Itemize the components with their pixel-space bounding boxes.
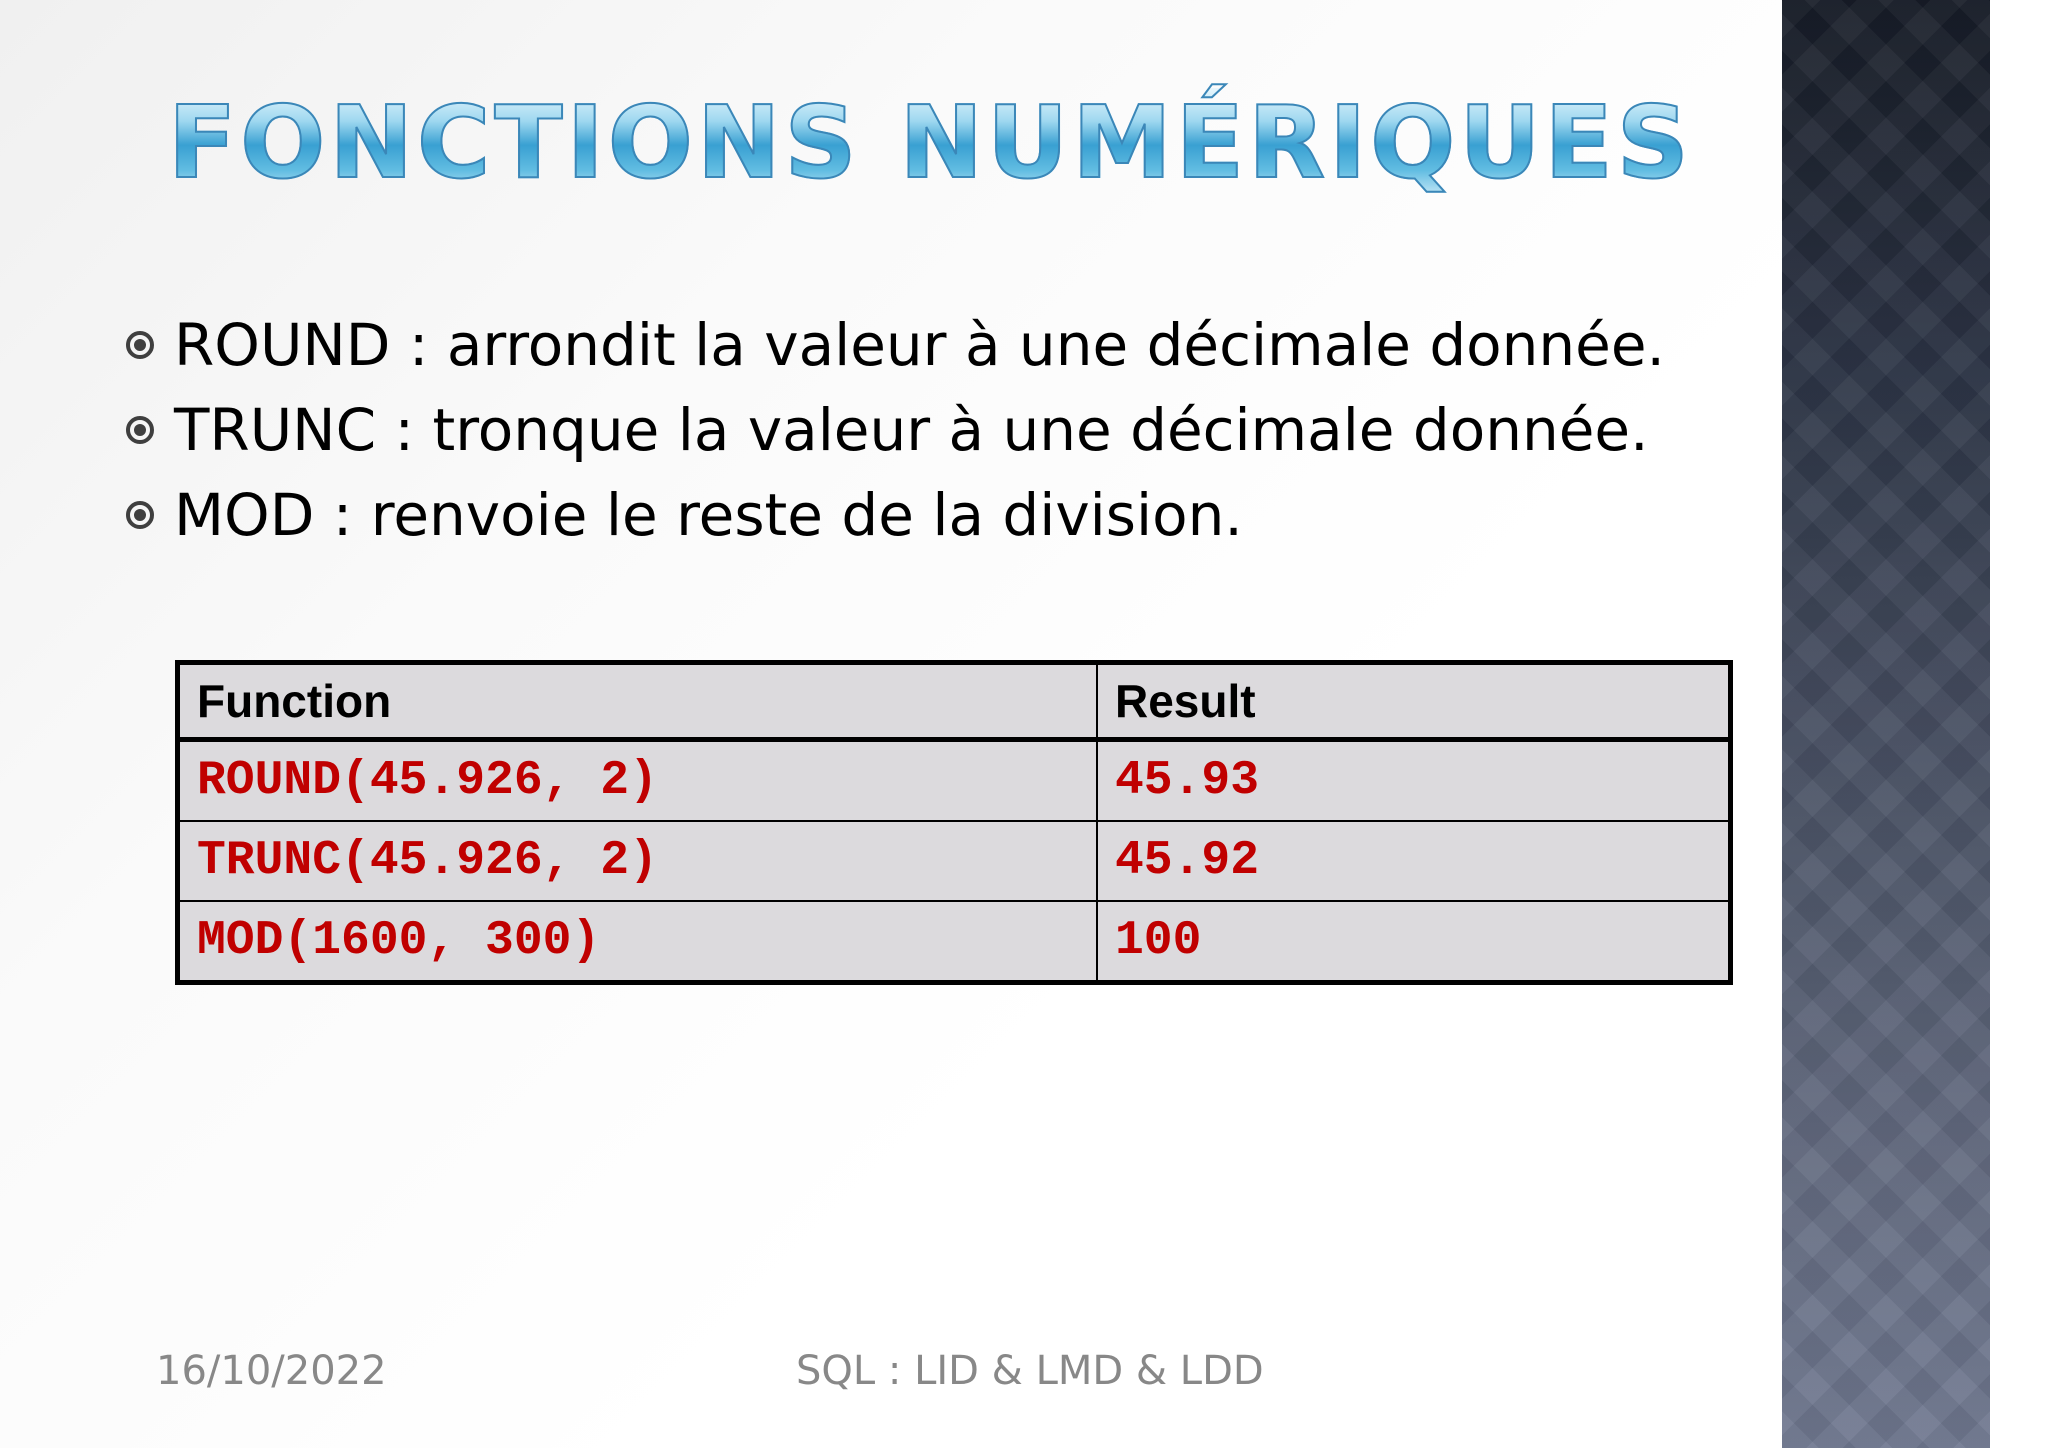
footer-date: 16/10/2022 xyxy=(156,1348,387,1394)
bullet-text: ROUND : arrondit la valeur à une décimale donnée. xyxy=(174,310,1665,379)
function-cell: TRUNC(45.926, 2) xyxy=(178,821,1098,901)
side-margin-strip xyxy=(1990,0,2048,1448)
decorative-side-panel xyxy=(1782,0,1990,1448)
bullet-text: MOD : renvoie le reste de la division. xyxy=(174,480,1243,549)
radio-bullet-icon xyxy=(126,501,154,529)
result-cell: 45.92 xyxy=(1097,821,1731,901)
bullet-text: TRUNC : tronque la valeur à une décimale donnée. xyxy=(174,395,1649,464)
header-function: Function xyxy=(178,663,1098,740)
result-cell: 100 xyxy=(1097,901,1731,983)
function-cell: ROUND(45.926, 2) xyxy=(178,740,1098,822)
bullet-item-mod xyxy=(126,472,1665,557)
radio-bullet-icon xyxy=(126,331,154,359)
result-cell: 45.93 xyxy=(1097,740,1731,822)
functions-table xyxy=(175,660,1733,985)
table-row xyxy=(178,821,1731,901)
footer-title: SQL : LID & LMD & LDD xyxy=(796,1348,1264,1394)
bullet-item-round xyxy=(126,302,1665,387)
radio-bullet-icon xyxy=(126,416,154,444)
bullet-list xyxy=(126,302,1665,557)
function-cell: MOD(1600, 300) xyxy=(178,901,1098,983)
table-row xyxy=(178,901,1731,983)
header-result: Result xyxy=(1097,663,1731,740)
table-row xyxy=(178,740,1731,822)
table-header-row xyxy=(178,663,1731,740)
bullet-item-trunc xyxy=(126,387,1665,472)
slide-title: FONCTIONS NUMÉRIQUES xyxy=(168,84,1693,201)
